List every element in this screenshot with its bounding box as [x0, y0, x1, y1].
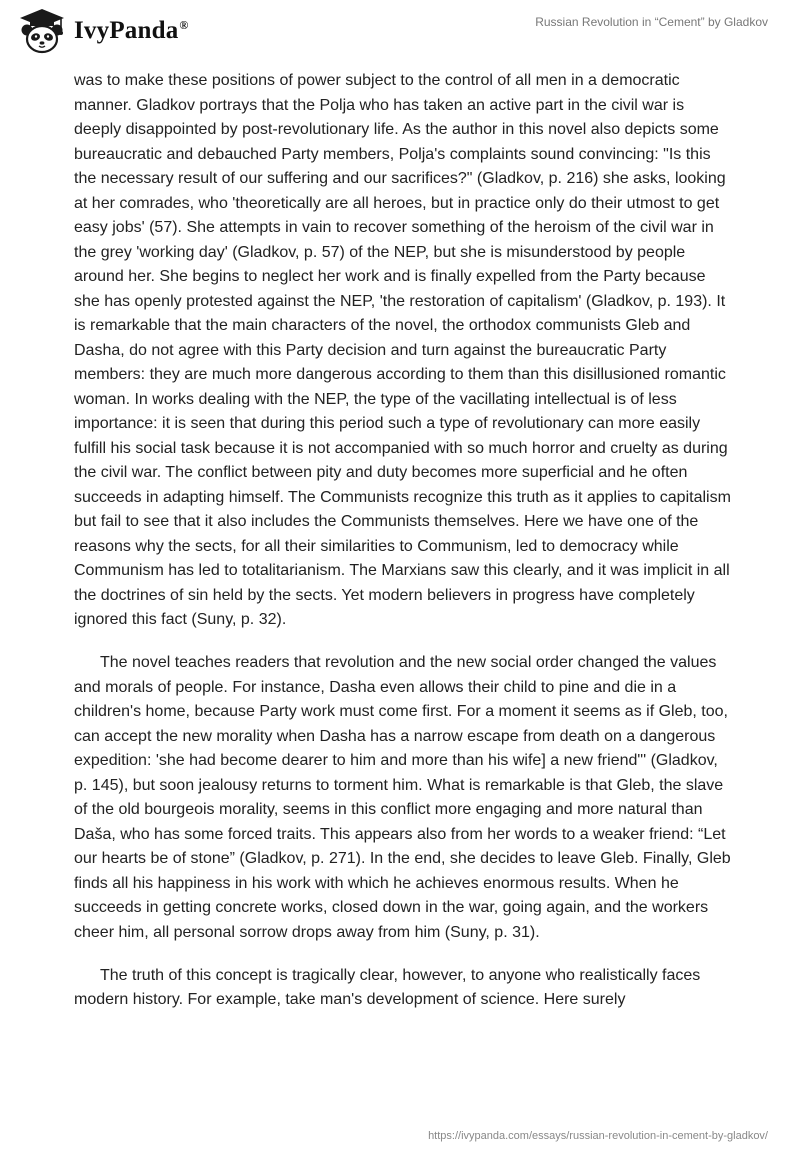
essay-body: [74, 69, 734, 1031]
document-title: Russian Revolution in “Cement” by Gladkov: [535, 15, 768, 29]
logo[interactable]: [16, 8, 189, 54]
paragraph: was to make these positions of power subject to the control of all men in a democratic manner. Gladkov portrays that the Polja who has taken an active part in the civil war is deeply disappointed by post-revolutionary life. As the author in this novel also depicts some bureaucratic and debauched Party members, Polja's complaints sound convincing: "Is this the necessary result of our suffering and our sacrifices?" (Gladkov, p. 216) she asks, looking at her comrades, who 'theoretically are all heroes, but in practice only do their utmost to get easy jobs' (57). She attempts in vain to recover something of the heroism of the civil war in the grey 'working day' (Gladkov, p. 57) of the NEP, but she is misunderstood by people around her. She begins to neglect her work and is finally expelled from the Party because she has openly protested against the NEP, 'the restoration of capitalism' (Gladkov, p. 193). It is remarkable that the main characters of the novel, the orthodox communists Gleb and Dasha, do not agree with this Party decision and turn against the bureaucratic Party members: they are much more dangerous according to them than this disillusioned romantic woman. In works dealing with the NEP, the type of the vacillating intellectual is of less importance: it is seen that during this period such a type of revolutionary can more easily fulfill his social task because it is not accompanied with so much horror and cruelty as during the civil war. The conflict between pity and duty becomes more superficial and he often succeeds in adapting himself. The Communists recognize this truth as it applies to capitalism but fail to see that it also includes the Communists themselves. Here we have one of the reasons why the sects, for all their similarities to Communism, led to democracy while Communism has led to totalitarianism. The Marxians saw this clearly, and it was implicit in all the doctrines of sin held by the sects. Yet modern believers in progress have completely ignored this fact (Suny, p. 32).: [74, 72, 731, 628]
brand-name: IvyPanda®: [74, 17, 189, 44]
page-header: [0, 0, 800, 60]
registered-mark: ®: [179, 18, 189, 32]
paragraph: The truth of this concept is tragically clear, however, to anyone who realistically faces modern history. For example, take man's development of science. Here surely: [74, 966, 701, 1008]
paragraph: The novel teaches readers that revolution and the new social order changed the values and morals of people. For instance, Dasha even allows their child to pine and die in a children's home, because Party work must come first. For a moment it seems as if Gleb, too, can accept the new morality when Dasha has a narrow escape from death on a dangerous expedition: 'she had become dearer to him and more than his wife] a new friend"' (Gladkov, p. 145), but soon jealousy returns to torment him. What is remarkable is that Gleb, the slave of the old bourgeois morality, seems in this conflict more engaging and more natural than Daša, who has some forced traits. This appears also from her words to a weaker friend: “Let our hearts be of stone” (Gladkov, p. 271). In the end, she decides to leave Gleb. Finally, Gleb finds all his happiness in his work with which he achieves enormous results. When he succeeds in getting concrete works, closed down in the war, going again, and the workers cheer him, all personal sorrow drops away from him (Suny, p. 31).: [74, 654, 731, 941]
source-url[interactable]: https://ivypanda.com/essays/russian-revolution-in-cement-by-gladkov/: [428, 1130, 768, 1142]
panda-graduate-icon: [16, 8, 68, 54]
